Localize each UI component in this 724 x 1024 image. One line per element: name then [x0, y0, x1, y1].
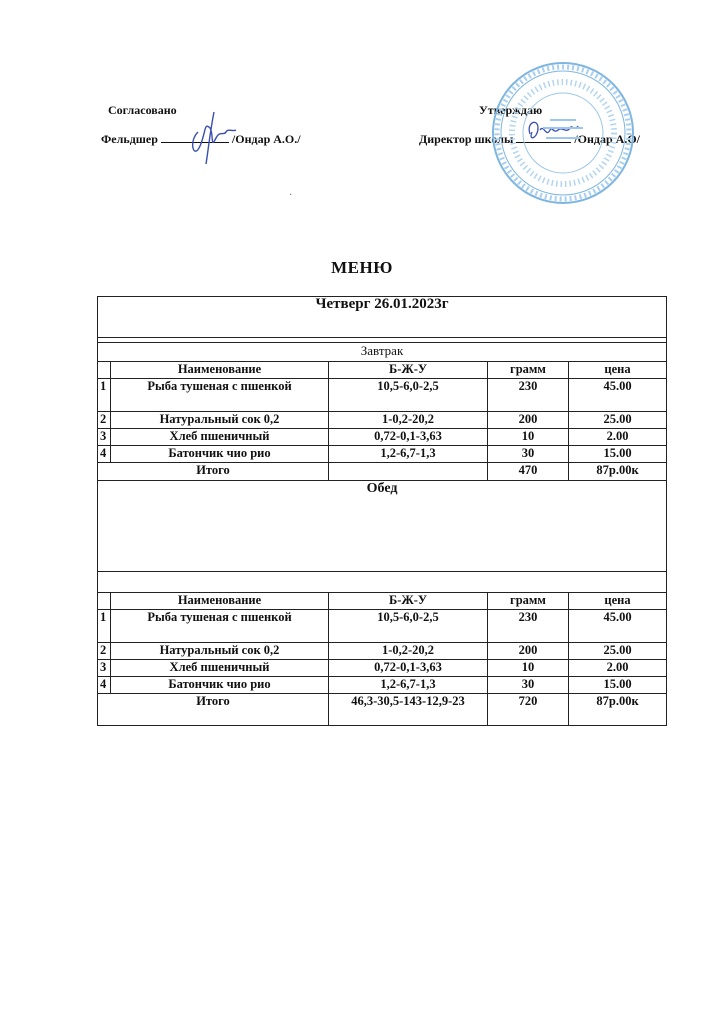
- item-price: 15.00: [569, 446, 667, 463]
- header-num-cell: [98, 362, 111, 379]
- item-price: 15.00: [569, 677, 667, 694]
- header-num-cell: [98, 593, 111, 610]
- item-name: Хлеб пшеничный: [111, 660, 329, 677]
- lunch-total-row: [98, 694, 667, 726]
- total-bju: [329, 463, 488, 481]
- total-gram: 720: [488, 694, 569, 726]
- paramedic-role: Фельдшер: [101, 132, 158, 146]
- item-price: 2.00: [569, 660, 667, 677]
- table-row: [98, 429, 667, 446]
- item-price: 25.00: [569, 412, 667, 429]
- item-gram: 10: [488, 660, 569, 677]
- item-gram: 230: [488, 610, 569, 643]
- lunch-section-row: [98, 481, 667, 572]
- director-name: /Ондар А.О/: [574, 132, 640, 146]
- item-name: Батончик чио рио: [111, 446, 329, 463]
- header-name: Наименование: [111, 362, 329, 379]
- total-gram: 470: [488, 463, 569, 481]
- item-bju: 1,2-6,7-1,3: [329, 677, 488, 694]
- header-bju: Б-Ж-У: [329, 362, 488, 379]
- header-gram: грамм: [488, 362, 569, 379]
- item-bju: 10,5-6,0-2,5: [329, 379, 488, 412]
- breakfast-section-row: [98, 343, 667, 362]
- item-bju: 10,5-6,0-2,5: [329, 610, 488, 643]
- approved-title: Согласовано: [108, 103, 177, 117]
- item-gram: 200: [488, 412, 569, 429]
- menu-table: [97, 296, 667, 726]
- item-num: 1: [98, 379, 111, 412]
- spacer-cell: [98, 572, 667, 593]
- header-price: цена: [569, 593, 667, 610]
- item-name: Рыба тушеная с пшенкой: [111, 610, 329, 643]
- item-bju: 1,2-6,7-1,3: [329, 446, 488, 463]
- item-name: Натуральный сок 0,2: [111, 643, 329, 660]
- page-title: МЕНЮ: [331, 258, 393, 277]
- approve-title: Утверждаю: [479, 103, 543, 117]
- total-price: 87р.00к: [569, 463, 667, 481]
- header-gram: грамм: [488, 593, 569, 610]
- item-price: 45.00: [569, 610, 667, 643]
- table-row: [98, 379, 667, 412]
- table-row: [98, 677, 667, 694]
- total-label: Итого: [98, 463, 329, 481]
- table-row: [98, 446, 667, 463]
- item-gram: 200: [488, 643, 569, 660]
- item-bju: 0,72-0,1-3,63: [329, 660, 488, 677]
- paramedic-name: /Ондар А.О./: [231, 132, 301, 146]
- item-name: Рыба тушеная с пшенкой: [111, 379, 329, 412]
- item-num: 1: [98, 610, 111, 643]
- item-price: 2.00: [569, 429, 667, 446]
- table-row: [98, 610, 667, 643]
- breakfast-label: Завтрак: [98, 343, 667, 362]
- item-price: 25.00: [569, 643, 667, 660]
- speck: ·: [289, 190, 293, 201]
- paramedic-signature: [180, 102, 240, 166]
- item-num: 4: [98, 677, 111, 694]
- item-name: Хлеб пшеничный: [111, 429, 329, 446]
- item-name: Натуральный сок 0,2: [111, 412, 329, 429]
- item-bju: 0,72-0,1-3,63: [329, 429, 488, 446]
- item-bju: 1-0,2-20,2: [329, 643, 488, 660]
- item-num: 3: [98, 429, 111, 446]
- item-num: 2: [98, 412, 111, 429]
- item-gram: 30: [488, 446, 569, 463]
- total-price: 87р.00к: [569, 694, 667, 726]
- item-name: Батончик чио рио: [111, 677, 329, 694]
- breakfast-header-row: [98, 362, 667, 379]
- item-num: 4: [98, 446, 111, 463]
- item-num: 2: [98, 643, 111, 660]
- lunch-label: Обед: [98, 481, 667, 572]
- header-price: цена: [569, 362, 667, 379]
- table-row: [98, 643, 667, 660]
- day-row: [98, 297, 667, 338]
- table-row: [98, 660, 667, 677]
- item-price: 45.00: [569, 379, 667, 412]
- total-bju: 46,3-30,5-143-12,9-23: [329, 694, 488, 726]
- header-bju: Б-Ж-У: [329, 593, 488, 610]
- item-num: 3: [98, 660, 111, 677]
- lunch-header-row: [98, 593, 667, 610]
- breakfast-total-row: [98, 463, 667, 481]
- item-gram: 30: [488, 677, 569, 694]
- item-gram: 10: [488, 429, 569, 446]
- table-row: [98, 412, 667, 429]
- total-label: Итого: [98, 694, 329, 726]
- school-stamp: [488, 58, 638, 208]
- item-gram: 230: [488, 379, 569, 412]
- day-title: Четверг 26.01.2023г: [98, 297, 667, 338]
- director-role: Директор школы: [419, 132, 514, 146]
- header-name: Наименование: [111, 593, 329, 610]
- item-bju: 1-0,2-20,2: [329, 412, 488, 429]
